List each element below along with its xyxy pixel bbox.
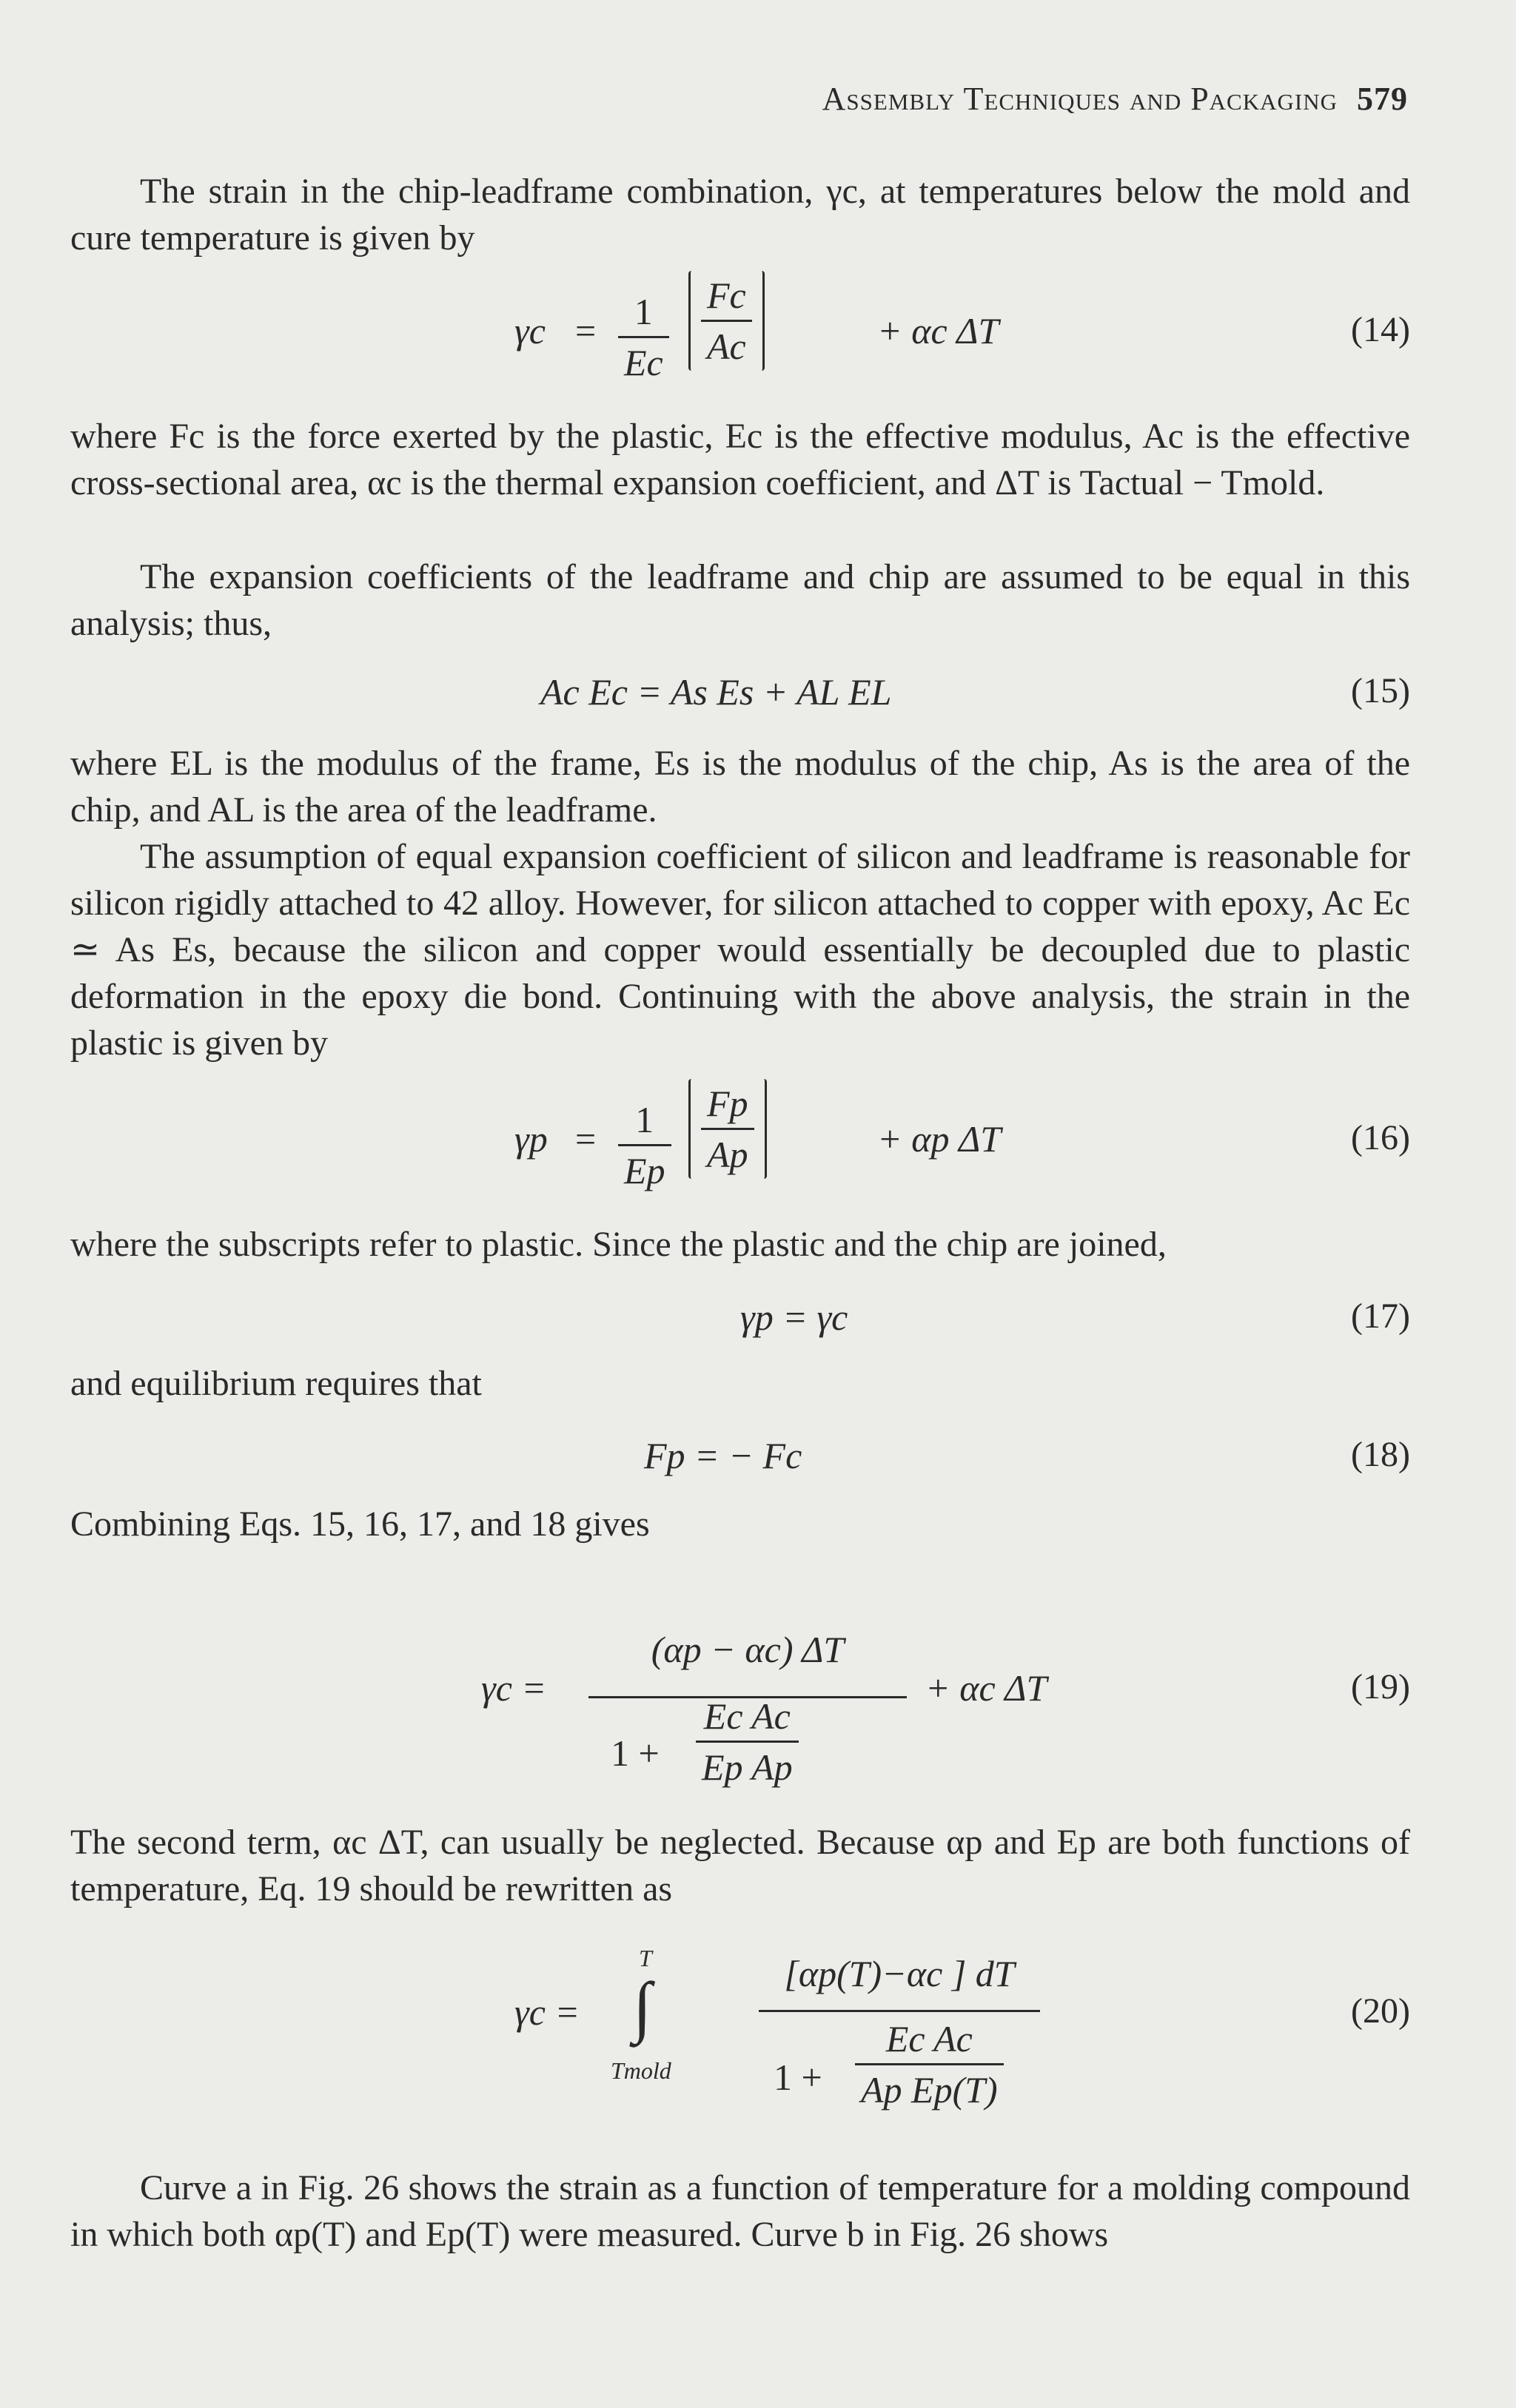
eq14-tail: + αc ΔT bbox=[877, 310, 999, 352]
equation-20 bbox=[70, 1945, 1410, 2122]
paragraph-equilibrium: and equilibrium requires that bbox=[70, 1364, 482, 1403]
eq20-inner-fraction: $\frac{\text{Ec Ac}}{\text{Ap Ep(T)}}$ bbox=[855, 2017, 1004, 2111]
eq16-tail: + αp ΔT bbox=[877, 1118, 1002, 1160]
eq20-one-plus: 1 + bbox=[774, 2056, 822, 2098]
eq17-label: (17) bbox=[1351, 1297, 1410, 1336]
eq16-fraction: $\frac{1}{Ep}$ bbox=[618, 1098, 671, 1192]
eq14-equals: = bbox=[575, 310, 597, 352]
eq20-numerator: [αp(T)−αc ] dT bbox=[784, 1953, 1015, 1994]
eq17-body: γp = γc bbox=[740, 1297, 848, 1338]
paragraph-eq14-definitions: where Fc is the force exerted by the plastic, Ec is the effective modulus, Ac is the effective cross-sectional area, αc is the thermal expansion coefficient, and ΔT is Tactual − Tmold. bbox=[70, 417, 1410, 502]
eq14-lhs: γc bbox=[514, 310, 546, 352]
paragraph-combining: Combining Eqs. 15, 16, 17, and 18 gives bbox=[70, 1504, 650, 1544]
eq20-main-rule bbox=[759, 2010, 1040, 2012]
eq16-label: (16) bbox=[1351, 1118, 1410, 1157]
eq20-lhs: γc = bbox=[514, 1991, 580, 2033]
equation-18 bbox=[70, 1430, 1410, 1482]
eq20-label: (20) bbox=[1351, 1991, 1410, 2031]
paragraph-assumption: The assumption of equal expansion coefficient of silicon and leadframe is reasonable for silicon rigidly attached to 42 alloy. However, for silicon attached to copper with epoxy, Ac Ec ≃ As Es, because the silicon and copper would essentially be decoupled due to plastic deformation in the epoxy die bond. Continuing with the above analysis, the strain in the plastic is given by bbox=[70, 837, 1410, 1063]
paragraph-curve-description: Curve a in Fig. 26 shows the strain as a function of temperature for a molding compound in which both αp(T) and Ep(T) were measured. Curve b in Fig. 26 shows bbox=[70, 2168, 1410, 2254]
eq20-upper-limit: T bbox=[639, 1945, 652, 1971]
paragraph-second-term: The second term, αc ΔT, can usually be neglected. Because αp and Ep are both functions of temperature, Eq. 19 should be rewritten as bbox=[70, 1823, 1410, 1908]
eq19-inner-fraction: $\frac{\text{Ec Ac}}{\text{Ep Ap}}$ bbox=[696, 1695, 799, 1789]
eq18-body: Fp = − Fc bbox=[644, 1435, 802, 1476]
eq14-fraction: $\frac{1}{Ec}$ bbox=[618, 290, 669, 384]
paragraph-chip-strain-intro: The strain in the chip-leadframe combination, γc, at temperatures below the mold and cure temperature is given by bbox=[70, 172, 1410, 258]
eq15-body: Ac Ec = As Es + AL EL bbox=[540, 671, 892, 713]
eq16-bracket: $\frac{Fp}{Ap}$ bbox=[688, 1079, 767, 1179]
paragraph-eq15-definitions: where EL is the modulus of the frame, Es is the modulus of the chip, As is the area of the chip, and AL is the area of the leadframe. bbox=[70, 744, 1410, 830]
page-number: 579 bbox=[1357, 81, 1408, 117]
integral-sign: ∫ bbox=[633, 1968, 652, 2044]
equation-16 bbox=[70, 1079, 1410, 1205]
equation-19 bbox=[70, 1628, 1410, 1802]
running-header bbox=[822, 80, 1408, 118]
eq19-numerator: (αp − αc) ΔT bbox=[651, 1629, 845, 1670]
eq14-bracket: $\frac{Fc}{Ac}$ bbox=[688, 271, 765, 371]
eq19-label: (19) bbox=[1351, 1667, 1410, 1706]
eq18-label: (18) bbox=[1351, 1435, 1410, 1474]
eq19-lhs: γc = bbox=[481, 1667, 547, 1709]
eq14-label: (14) bbox=[1351, 310, 1410, 349]
eq19-one-plus: 1 + bbox=[611, 1732, 660, 1774]
eq15-label: (15) bbox=[1351, 671, 1410, 710]
eq20-lower-limit: Tmold bbox=[611, 2057, 671, 2084]
paragraph-expansion-coefficients: The expansion coefficients of the leadframe and chip are assumed to be equal in this analysis; thus, bbox=[70, 557, 1410, 643]
eq19-tail: + αc ΔT bbox=[925, 1667, 1047, 1709]
equation-17 bbox=[70, 1291, 1410, 1343]
paragraph-plastic-subscripts: where the subscripts refer to plastic. Since the plastic and the chip are joined, bbox=[70, 1225, 1167, 1264]
running-title: Assembly Techniques and Packaging bbox=[822, 81, 1338, 117]
eq16-equals: = bbox=[575, 1118, 597, 1160]
eq16-lhs: γp bbox=[514, 1118, 548, 1160]
equation-14 bbox=[70, 271, 1410, 397]
equation-15 bbox=[70, 666, 1410, 718]
